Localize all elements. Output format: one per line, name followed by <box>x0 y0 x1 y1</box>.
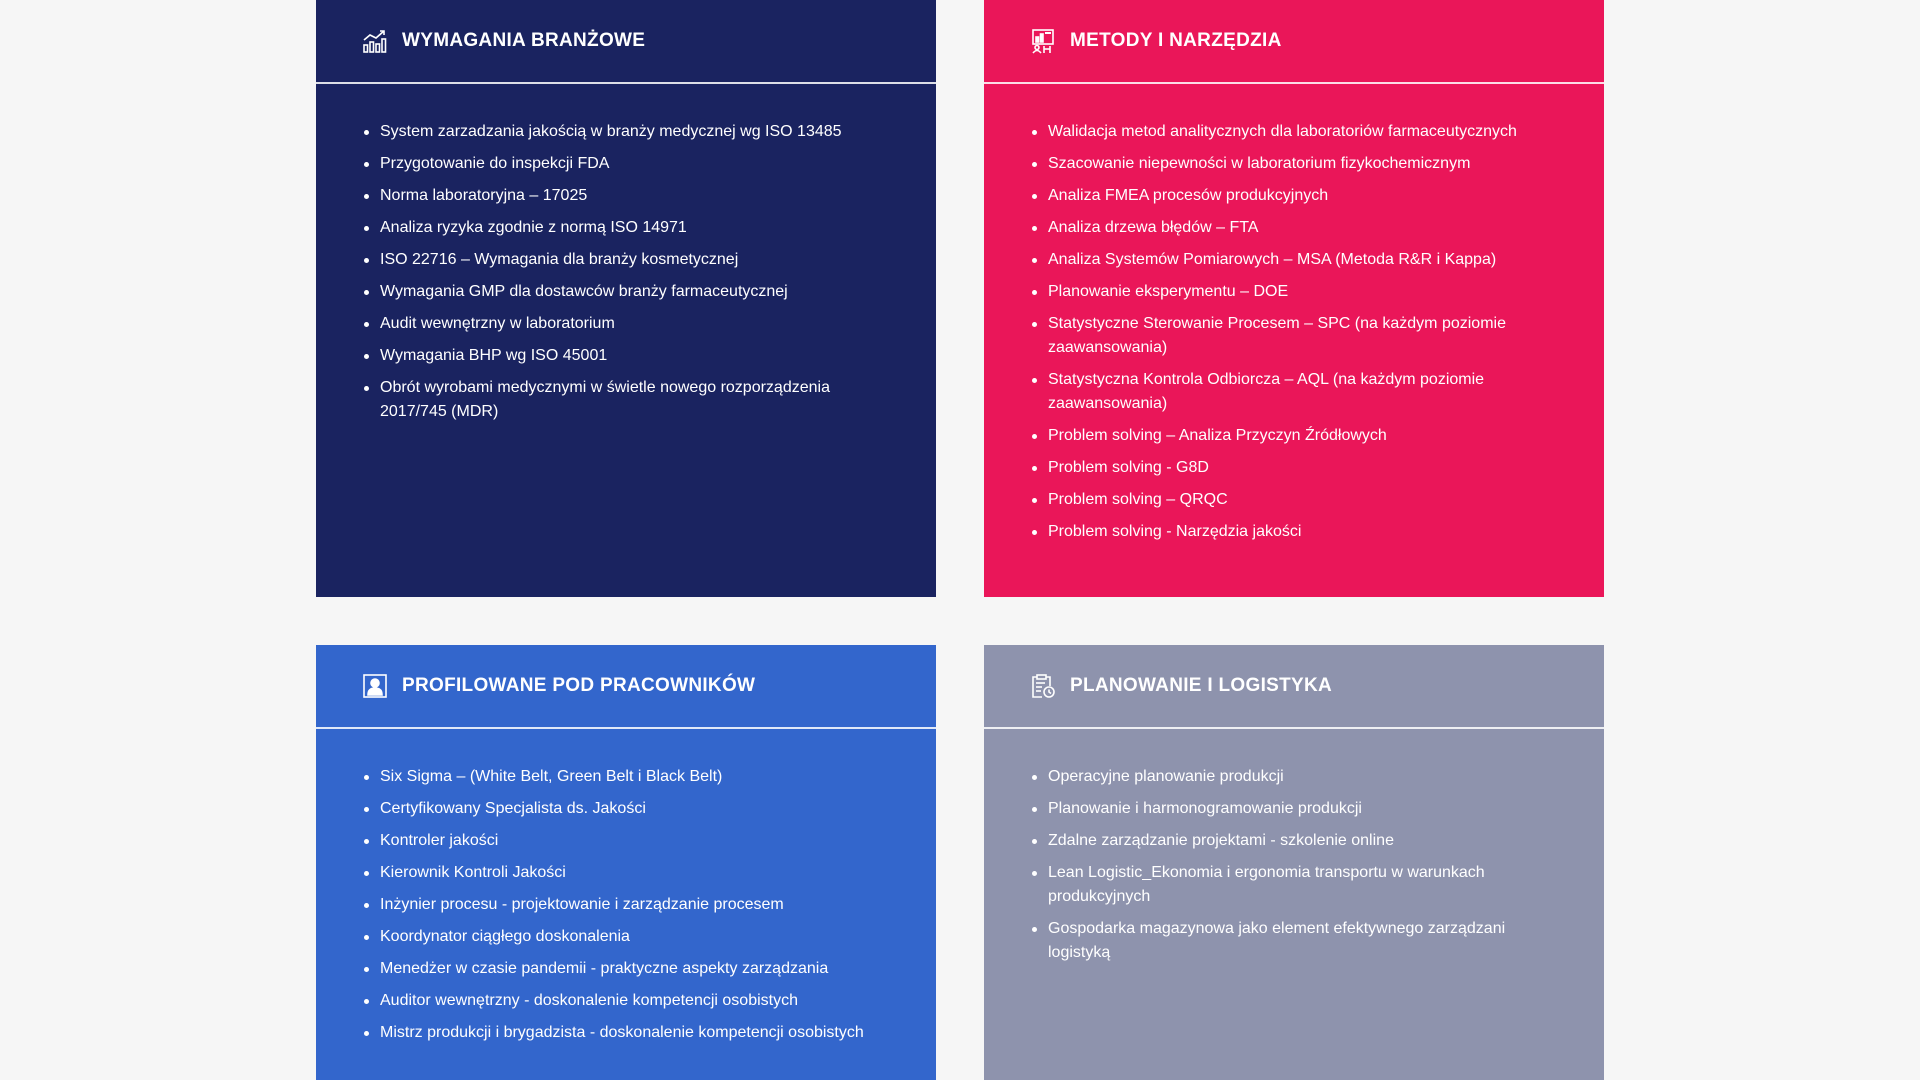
course-link[interactable]: Problem solving - G8D <box>1048 456 1564 480</box>
employee-profile-icon <box>362 673 388 699</box>
growth-chart-icon <box>362 28 388 54</box>
card-title: PLANOWANIE I LOGISTYKA <box>1070 675 1333 696</box>
card-title: METODY I NARZĘDZIA <box>1070 30 1282 51</box>
card-industry-requirements <box>316 0 936 597</box>
card-title: PROFILOWANE POD PRACOWNIKÓW <box>402 675 756 696</box>
course-link[interactable]: Planowanie i harmonogramowanie produkcji <box>1048 797 1564 821</box>
course-link[interactable]: Zdalne zarządzanie projektami - szkolenie online <box>1048 829 1564 853</box>
clipboard-clock-icon <box>1030 673 1056 699</box>
course-link[interactable]: Audit wewnętrzny w laboratorium <box>380 312 896 336</box>
course-link[interactable]: Kierownik Kontroli Jakości <box>380 861 896 885</box>
course-link[interactable]: Menedżer w czasie pandemii - praktyczne aspekty zarządzania <box>380 957 896 981</box>
course-link[interactable]: Obrót wyrobami medycznymi w świetle nowego rozporządzenia 2017/745 (MDR) <box>380 376 896 424</box>
card-body <box>316 84 936 424</box>
course-link[interactable]: Walidacja metod analitycznych dla laboratoriów farmaceutycznych <box>1048 120 1564 144</box>
card-body <box>316 729 936 1045</box>
card-title: WYMAGANIA BRANŻOWE <box>402 30 646 51</box>
course-link[interactable]: Six Sigma – (White Belt, Green Belt i Black Belt) <box>380 765 896 789</box>
course-link[interactable]: Koordynator ciągłego doskonalenia <box>380 925 896 949</box>
course-link[interactable]: Analiza ryzyka zgodnie z normą ISO 14971 <box>380 216 896 240</box>
course-link[interactable]: Problem solving – Analiza Przyczyn Źródłowych <box>1048 424 1564 448</box>
course-list <box>380 765 896 1045</box>
card-header <box>316 645 936 729</box>
course-link[interactable]: Analiza Systemów Pomiarowych – MSA (Metoda R&R i Kappa) <box>1048 248 1564 272</box>
course-list <box>1048 120 1564 544</box>
card-body <box>984 729 1604 965</box>
card-header <box>984 645 1604 729</box>
course-link[interactable]: Problem solving – QRQC <box>1048 488 1564 512</box>
card-planning-logistics <box>984 645 1604 1080</box>
card-header <box>984 0 1604 84</box>
course-link[interactable]: Inżynier procesu - projektowanie i zarządzanie procesem <box>380 893 896 917</box>
course-link[interactable]: Analiza FMEA procesów produkcyjnych <box>1048 184 1564 208</box>
course-link[interactable]: Problem solving - Narzędzia jakości <box>1048 520 1564 544</box>
course-link[interactable]: Szacowanie niepewności w laboratorium fizykochemicznym <box>1048 152 1564 176</box>
card-employee-profiles <box>316 645 936 1080</box>
course-link[interactable]: Certyfikowany Specjalista ds. Jakości <box>380 797 896 821</box>
card-header <box>316 0 936 84</box>
course-link[interactable]: ISO 22716 – Wymagania dla branży kosmetycznej <box>380 248 896 272</box>
card-body <box>984 84 1604 544</box>
course-link[interactable]: Auditor wewnętrzny - doskonalenie kompetencji osobistych <box>380 989 896 1013</box>
card-methods-tools <box>984 0 1604 597</box>
course-link[interactable]: Kontroler jakości <box>380 829 896 853</box>
course-link[interactable]: Wymagania BHP wg ISO 45001 <box>380 344 896 368</box>
course-link[interactable]: Wymagania GMP dla dostawców branży farmaceutycznej <box>380 280 896 304</box>
course-link[interactable]: Norma laboratoryjna – 17025 <box>380 184 896 208</box>
course-link[interactable]: Operacyjne planowanie produkcji <box>1048 765 1564 789</box>
course-list <box>1048 765 1564 965</box>
course-list <box>380 120 896 424</box>
course-link[interactable]: Mistrz produkcji i brygadzista - doskonalenie kompetencji osobistych <box>380 1021 896 1045</box>
course-link[interactable]: Gospodarka magazynowa jako element efektywnego zarządzani logistyką <box>1048 917 1564 965</box>
course-link[interactable]: Statystyczne Sterowanie Procesem – SPC (na każdym poziomie zaawansowania) <box>1048 312 1564 360</box>
course-link[interactable]: Lean Logistic_Ekonomia i ergonomia transportu w warunkach produkcyjnych <box>1048 861 1564 909</box>
course-link[interactable]: Planowanie eksperymentu – DOE <box>1048 280 1564 304</box>
course-link[interactable]: Statystyczna Kontrola Odbiorcza – AQL (na każdym poziomie zaawansowania) <box>1048 368 1564 416</box>
course-link[interactable]: Przygotowanie do inspekcji FDA <box>380 152 896 176</box>
course-link[interactable]: System zarzadzania jakością w branży medycznej wg ISO 13485 <box>380 120 896 144</box>
course-link[interactable]: Analiza drzewa błędów – FTA <box>1048 216 1564 240</box>
presentation-board-icon <box>1030 28 1056 54</box>
